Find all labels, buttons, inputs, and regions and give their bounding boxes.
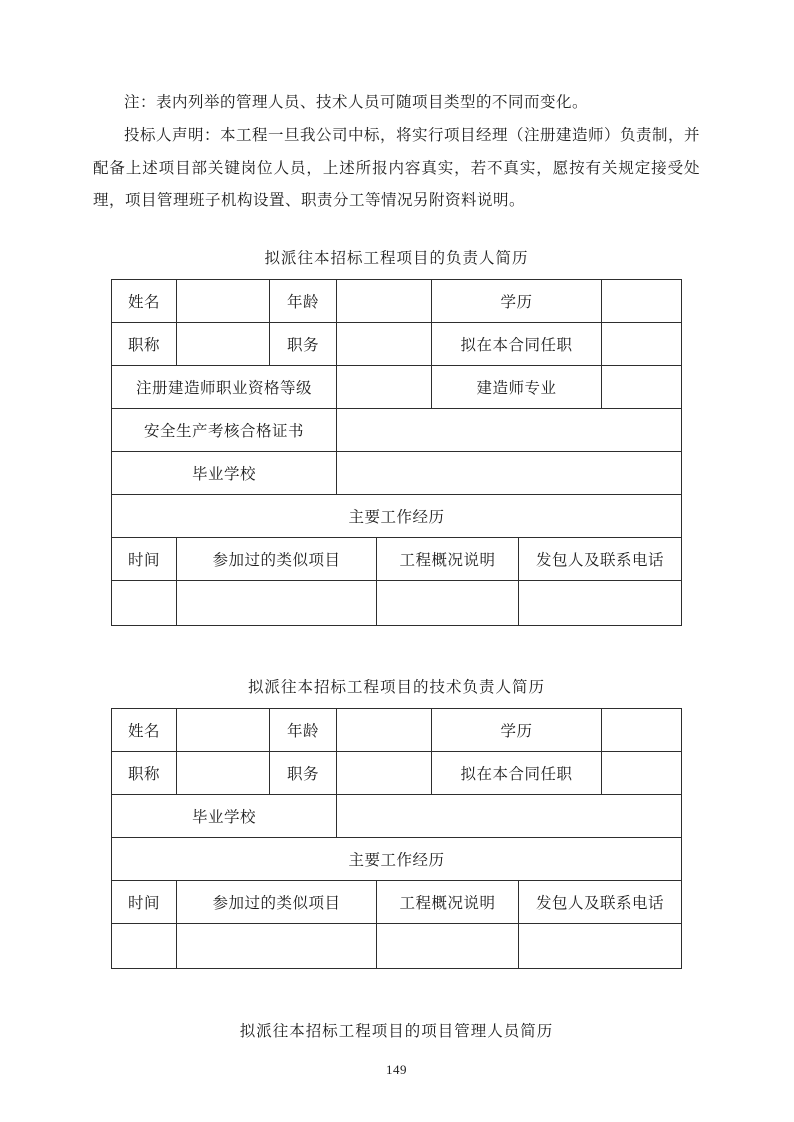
project-overview-column-header: 工程概况说明 [376, 880, 518, 923]
name-label: 姓名 [111, 708, 176, 751]
table-row [111, 322, 681, 365]
constructor-major-value-cell [602, 365, 682, 408]
management-resume-title: 拟派往本招标工程项目的项目管理人员简历 [239, 1022, 554, 1040]
time-column-header: 时间 [111, 880, 176, 923]
graduate-school-value-cell [336, 451, 681, 494]
technical-resume-table [111, 708, 682, 969]
technical-resume-title: 拟派往本招标工程项目的技术负责人简历 [247, 678, 545, 696]
table-row [111, 794, 681, 837]
leader-resume-title: 拟派往本招标工程项目的负责人简历 [264, 249, 529, 267]
table-row [111, 408, 681, 451]
professional-title-value-cell [176, 751, 269, 794]
time-column-header: 时间 [111, 537, 176, 580]
table-note: 注：表内列举的管理人员、技术人员可随项目类型的不同而变化。 [124, 94, 589, 111]
employer-and-phone-value-cell [518, 923, 681, 968]
leader-resume-table [111, 279, 682, 626]
proposed-post-value-cell [602, 751, 682, 794]
graduate-school-label: 毕业学校 [111, 451, 336, 494]
education-value-cell [602, 708, 682, 751]
table-row [111, 365, 681, 408]
main-work-experience-header: 主要工作经历 [111, 494, 681, 537]
graduate-school-value-cell [336, 794, 681, 837]
constructor-qualification-grade-value-cell [336, 365, 431, 408]
proposed-post-label: 拟在本合同任职 [431, 322, 601, 365]
bidder-statement: 投标人声明：本工程一旦我公司中标，将实行项目经理（注册建造师）负责制，并配备上述项目部关键岗位人员，上述所报内容真实，若不真实，愿按有关规定接受处理，项目管理班子机构设置、职责分工等情况另附资料说明。 [93, 127, 701, 209]
project-overview-column-header: 工程概况说明 [376, 537, 518, 580]
table-row [111, 279, 681, 322]
professional-title-label: 职称 [111, 322, 176, 365]
project-overview-value-cell [376, 923, 518, 968]
page-number: 149 [386, 1061, 407, 1077]
name-label: 姓名 [111, 279, 176, 322]
proposed-post-label: 拟在本合同任职 [431, 751, 601, 794]
main-work-experience-header: 主要工作经历 [111, 837, 681, 880]
position-value-cell [336, 322, 431, 365]
similar-projects-column-header: 参加过的类似项目 [176, 880, 376, 923]
table-row [111, 494, 681, 537]
age-value-cell [336, 279, 431, 322]
age-label: 年龄 [269, 279, 336, 322]
table-row [111, 451, 681, 494]
table-row [111, 880, 681, 923]
education-label: 学历 [431, 279, 601, 322]
professional-title-value-cell [176, 322, 269, 365]
similar-projects-value-cell [176, 923, 376, 968]
position-value-cell [336, 751, 431, 794]
table-row [111, 837, 681, 880]
similar-projects-column-header: 参加过的类似项目 [176, 537, 376, 580]
table-row [111, 537, 681, 580]
table-row [111, 751, 681, 794]
constructor-major-label: 建造师专业 [431, 365, 601, 408]
graduate-school-label: 毕业学校 [111, 794, 336, 837]
time-value-cell [111, 923, 176, 968]
position-label: 职务 [269, 751, 336, 794]
table-row [111, 923, 681, 968]
professional-title-label: 职称 [111, 751, 176, 794]
safety-certificate-value-cell [336, 408, 681, 451]
age-value-cell [336, 708, 431, 751]
constructor-qualification-grade-label: 注册建造师职业资格等级 [111, 365, 336, 408]
table-row [111, 580, 681, 625]
position-label: 职务 [269, 322, 336, 365]
table-row [111, 708, 681, 751]
name-value-cell [176, 279, 269, 322]
age-label: 年龄 [269, 708, 336, 751]
time-value-cell [111, 580, 176, 625]
proposed-post-value-cell [602, 322, 682, 365]
employer-and-phone-column-header: 发包人及联系电话 [518, 537, 681, 580]
education-label: 学历 [431, 708, 601, 751]
education-value-cell [602, 279, 682, 322]
name-value-cell [176, 708, 269, 751]
employer-and-phone-value-cell [518, 580, 681, 625]
similar-projects-value-cell [176, 580, 376, 625]
project-overview-value-cell [376, 580, 518, 625]
employer-and-phone-column-header: 发包人及联系电话 [518, 880, 681, 923]
safety-certificate-label: 安全生产考核合格证书 [111, 408, 336, 451]
